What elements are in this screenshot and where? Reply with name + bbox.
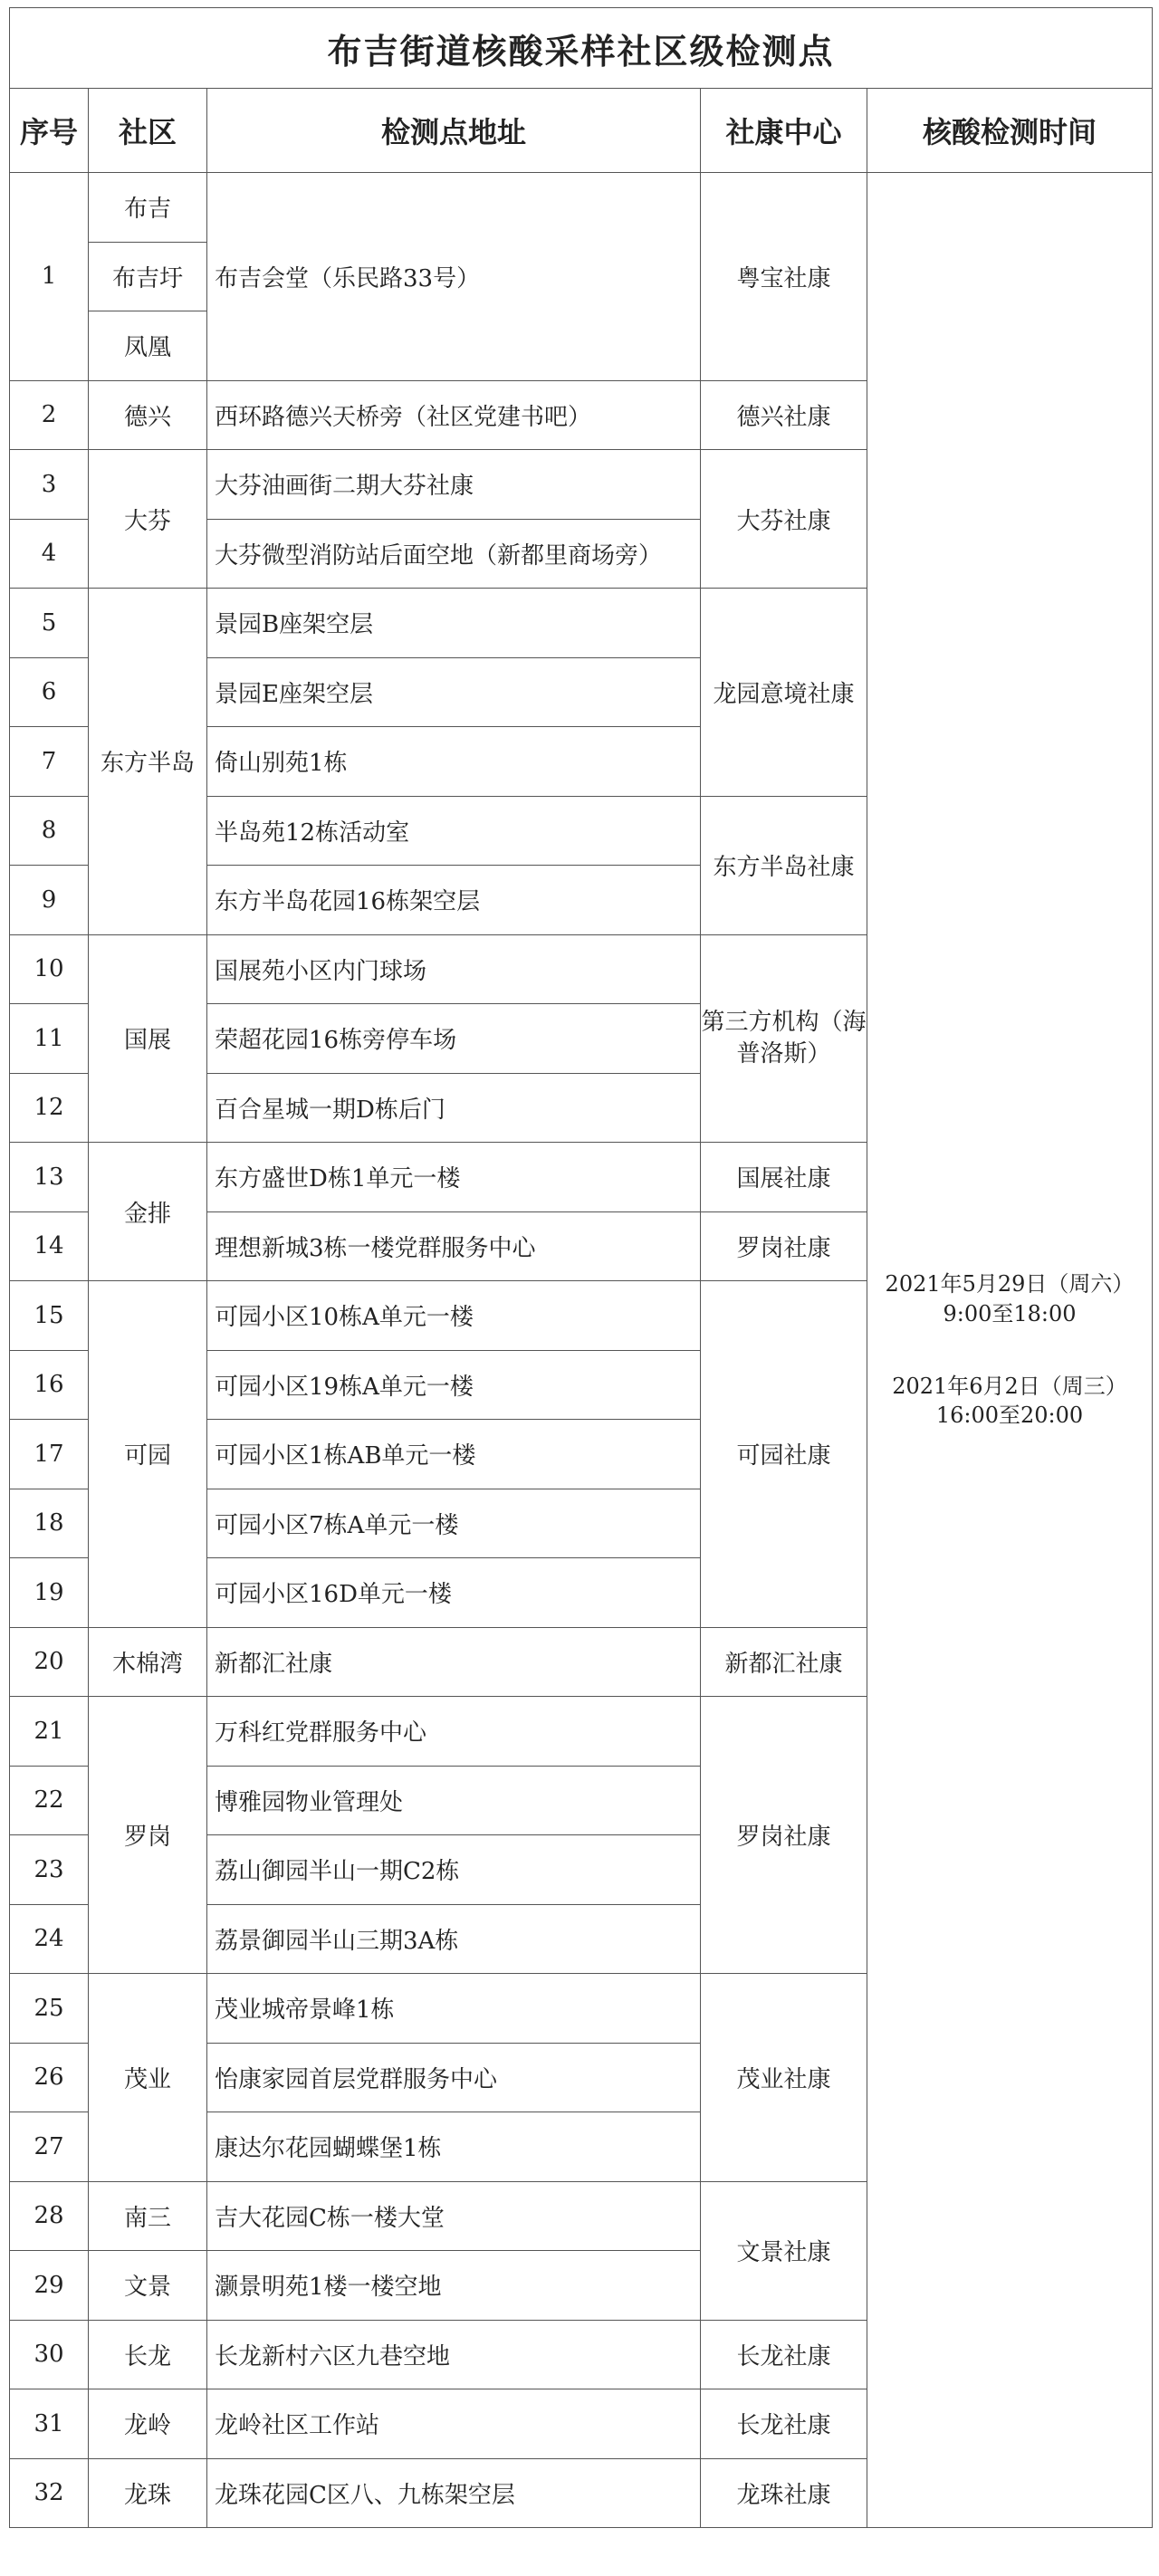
address-cell: 东方半岛花园16栋架空层 <box>207 866 701 935</box>
row-number: 31 <box>10 2389 89 2459</box>
row-number: 27 <box>10 2112 89 2182</box>
row-number: 18 <box>10 1489 89 1558</box>
health-center-cell: 国展社康 <box>701 1143 867 1212</box>
test-time-cell <box>867 173 1153 2528</box>
health-center-cell: 第三方机构（海普洛斯） <box>701 934 867 1143</box>
address-cell: 景园B座架空层 <box>207 589 701 658</box>
schedule-spacer <box>867 1328 1152 1372</box>
table-row <box>10 173 1153 243</box>
row-number: 3 <box>10 450 89 520</box>
address-cell: 东方盛世D栋1单元一楼 <box>207 1143 701 1212</box>
community-cell: 可园 <box>89 1281 207 1628</box>
address-cell: 百合星城一期D栋后门 <box>207 1073 701 1143</box>
address-cell: 布吉会堂（乐民路33号） <box>207 173 701 381</box>
header-test-time: 核酸检测时间 <box>867 89 1153 173</box>
community-cell: 凤凰 <box>89 311 207 381</box>
row-number: 2 <box>10 380 89 450</box>
row-number: 29 <box>10 2251 89 2321</box>
community-cell: 罗岗 <box>89 1697 207 1974</box>
community-cell: 木棉湾 <box>89 1627 207 1697</box>
row-number: 7 <box>10 727 89 797</box>
row-number: 22 <box>10 1766 89 1835</box>
row-number: 28 <box>10 2181 89 2251</box>
health-center-cell: 大芬社康 <box>701 450 867 589</box>
community-cell: 长龙 <box>89 2320 207 2389</box>
health-center-cell: 文景社康 <box>701 2181 867 2320</box>
row-number: 15 <box>10 1281 89 1351</box>
health-center-cell: 龙园意境社康 <box>701 589 867 797</box>
address-cell: 西环路德兴天桥旁（社区党建书吧） <box>207 380 701 450</box>
address-cell: 长龙新村六区九巷空地 <box>207 2320 701 2389</box>
row-number: 23 <box>10 1835 89 1905</box>
address-cell: 博雅园物业管理处 <box>207 1766 701 1835</box>
row-number: 13 <box>10 1143 89 1212</box>
address-cell: 半岛苑12栋活动室 <box>207 796 701 866</box>
health-center-cell: 茂业社康 <box>701 1974 867 2182</box>
address-cell: 灏景明苑1楼一楼空地 <box>207 2251 701 2321</box>
address-cell: 荔景御园半山三期3A栋 <box>207 1904 701 1974</box>
address-cell: 可园小区19栋A单元一楼 <box>207 1350 701 1420</box>
address-cell: 景园E座架空层 <box>207 657 701 727</box>
header-health-center: 社康中心 <box>701 89 867 173</box>
health-center-cell: 长龙社康 <box>701 2389 867 2459</box>
row-number: 1 <box>10 173 89 381</box>
address-cell: 新都汇社康 <box>207 1627 701 1697</box>
community-cell: 龙珠 <box>89 2458 207 2528</box>
row-number: 20 <box>10 1627 89 1697</box>
row-number: 8 <box>10 796 89 866</box>
page-title: 布吉街道核酸采样社区级检测点 <box>10 8 1153 89</box>
health-center-cell: 罗岗社康 <box>701 1697 867 1974</box>
row-number: 10 <box>10 934 89 1004</box>
address-cell: 大芬微型消防站后面空地（新都里商场旁） <box>207 519 701 589</box>
community-cell: 大芬 <box>89 450 207 589</box>
header-number: 序号 <box>10 89 89 173</box>
row-number: 19 <box>10 1558 89 1628</box>
address-cell: 荔山御园半山一期C2栋 <box>207 1835 701 1905</box>
schedule-time-1: 9:00至18:00 <box>943 1300 1077 1326</box>
row-number: 32 <box>10 2458 89 2528</box>
row-number: 26 <box>10 2043 89 2112</box>
row-number: 9 <box>10 866 89 935</box>
header-community: 社区 <box>89 89 207 173</box>
schedule-date-2: 2021年6月2日（周三） <box>892 1374 1127 1399</box>
community-cell: 东方半岛 <box>89 589 207 935</box>
address-cell: 吉大花园C栋一楼大堂 <box>207 2181 701 2251</box>
row-number: 14 <box>10 1211 89 1281</box>
row-number: 25 <box>10 1974 89 2044</box>
row-number: 6 <box>10 657 89 727</box>
address-cell: 国展苑小区内门球场 <box>207 934 701 1004</box>
address-cell: 可园小区16D单元一楼 <box>207 1558 701 1628</box>
address-cell: 可园小区7栋A单元一楼 <box>207 1489 701 1558</box>
checkpoint-table-sheet <box>9 7 1152 2570</box>
community-cell: 金排 <box>89 1143 207 1281</box>
health-center-cell: 新都汇社康 <box>701 1627 867 1697</box>
row-number: 17 <box>10 1420 89 1489</box>
health-center-cell: 可园社康 <box>701 1281 867 1628</box>
community-cell: 德兴 <box>89 380 207 450</box>
address-cell: 茂业城帝景峰1栋 <box>207 1974 701 2044</box>
health-center-cell: 龙珠社康 <box>701 2458 867 2528</box>
health-center-cell: 长龙社康 <box>701 2320 867 2389</box>
address-cell: 万科红党群服务中心 <box>207 1697 701 1767</box>
address-cell: 康达尔花园蝴蝶堡1栋 <box>207 2112 701 2182</box>
address-cell: 可园小区1栋AB单元一楼 <box>207 1420 701 1489</box>
community-cell: 茂业 <box>89 1974 207 2182</box>
row-number: 4 <box>10 519 89 589</box>
address-cell: 怡康家园首层党群服务中心 <box>207 2043 701 2112</box>
health-center-cell: 粤宝社康 <box>701 173 867 381</box>
address-cell: 龙珠花园C区八、九栋架空层 <box>207 2458 701 2528</box>
community-cell: 布吉圩 <box>89 242 207 311</box>
community-cell: 南三 <box>89 2181 207 2251</box>
address-cell: 倚山别苑1栋 <box>207 727 701 797</box>
community-cell: 龙岭 <box>89 2389 207 2459</box>
row-number: 24 <box>10 1904 89 1974</box>
address-cell: 大芬油画街二期大芬社康 <box>207 450 701 520</box>
row-number: 11 <box>10 1004 89 1074</box>
health-center-cell: 罗岗社康 <box>701 1211 867 1281</box>
address-cell: 可园小区10栋A单元一楼 <box>207 1281 701 1351</box>
row-number: 5 <box>10 589 89 658</box>
checkpoint-table <box>9 7 1153 2528</box>
schedule-time-2: 16:00至20:00 <box>935 1403 1084 1429</box>
address-cell: 荣超花园16栋旁停车场 <box>207 1004 701 1074</box>
header-row <box>10 89 1153 173</box>
community-cell: 布吉 <box>89 173 207 243</box>
schedule-date-1: 2021年5月29日（周六） <box>885 1271 1135 1298</box>
community-cell: 文景 <box>89 2251 207 2321</box>
health-center-cell: 德兴社康 <box>701 380 867 450</box>
row-number: 16 <box>10 1350 89 1420</box>
address-cell: 龙岭社区工作站 <box>207 2389 701 2459</box>
row-number: 21 <box>10 1697 89 1767</box>
header-address: 检测点地址 <box>207 89 701 173</box>
community-cell: 国展 <box>89 934 207 1143</box>
row-number: 12 <box>10 1073 89 1143</box>
health-center-cell: 东方半岛社康 <box>701 796 867 934</box>
address-cell: 理想新城3栋一楼党群服务中心 <box>207 1211 701 1281</box>
row-number: 30 <box>10 2320 89 2389</box>
